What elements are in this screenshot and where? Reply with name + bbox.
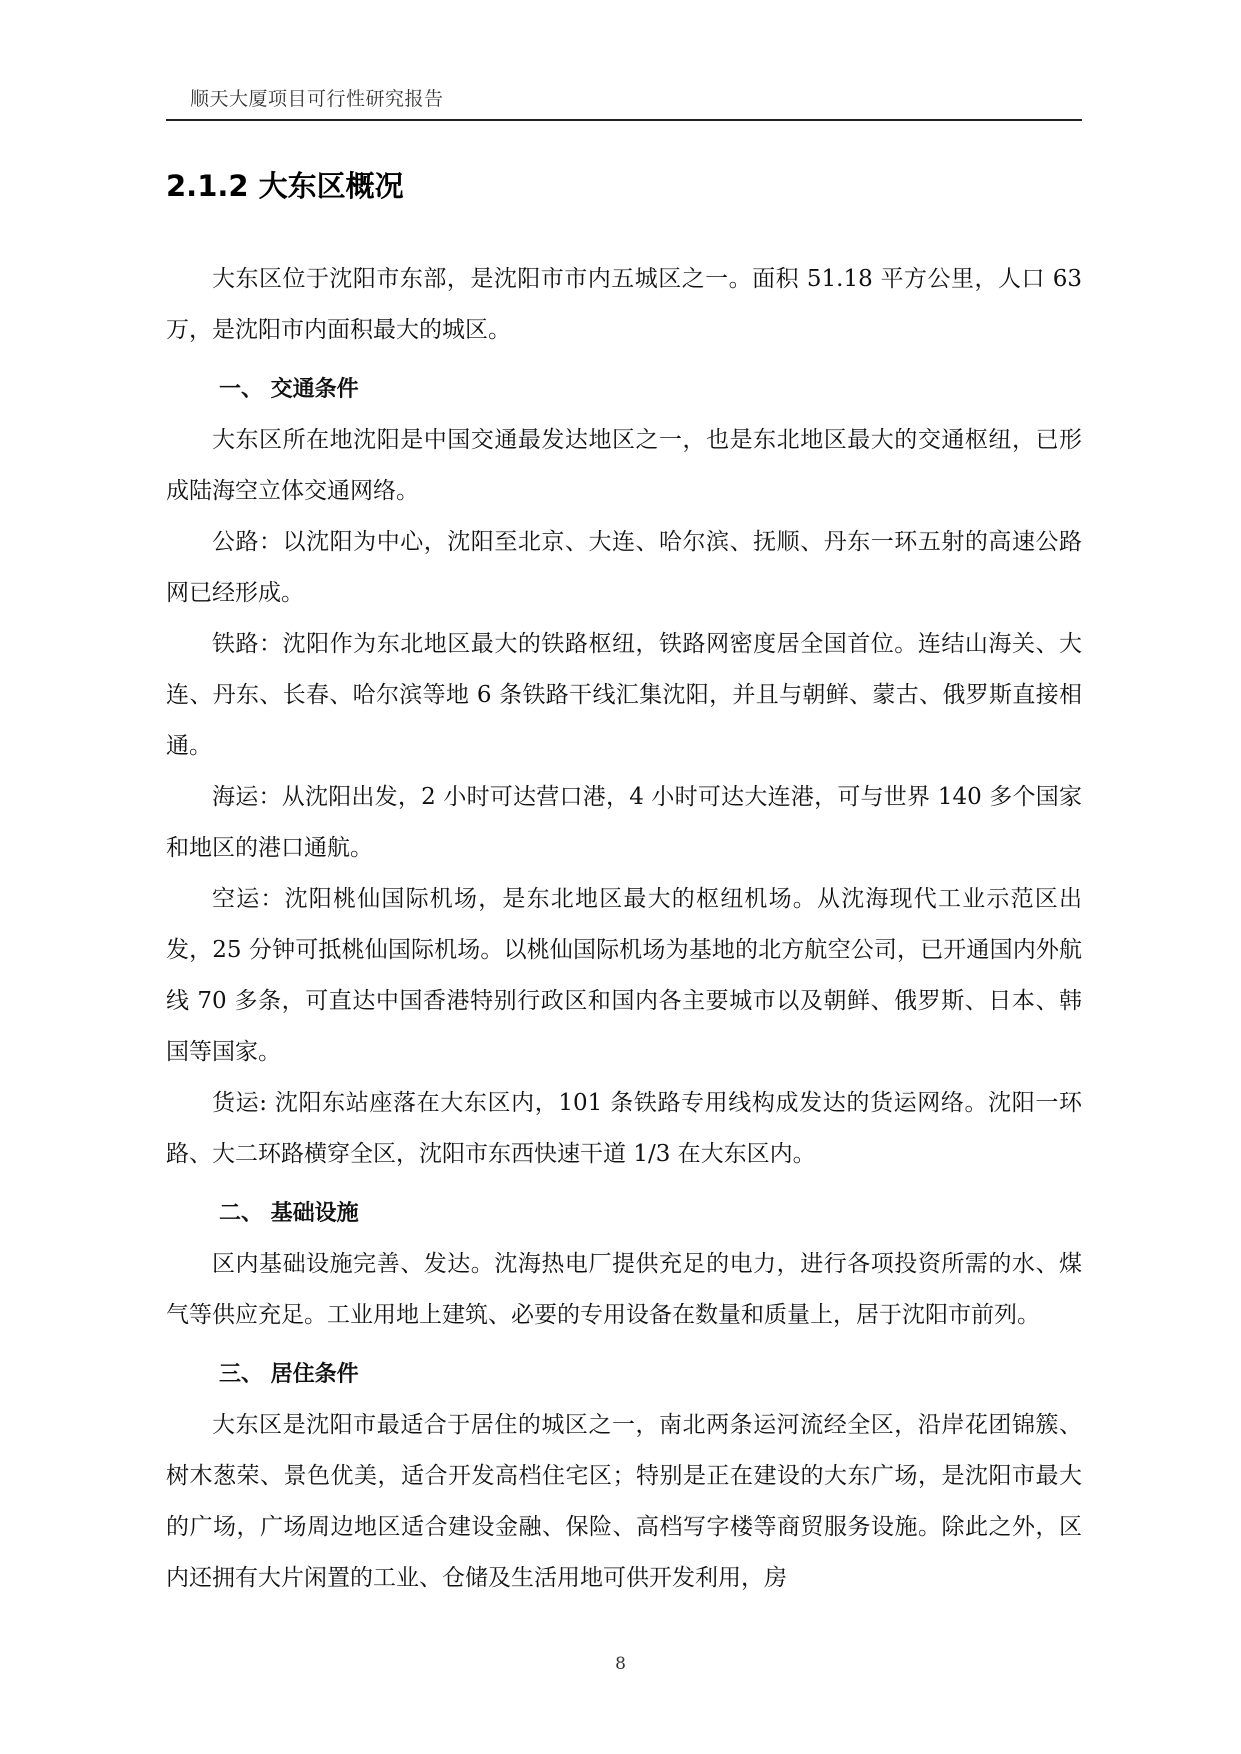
section-title: 2.1.2 大东区概况 bbox=[166, 169, 404, 203]
heading-infrastructure: 二、 基础设施 bbox=[219, 1201, 359, 1226]
heading-living: 三、 居住条件 bbox=[219, 1362, 359, 1387]
transport-paragraph-road: 公路：以沈阳为中心，沈阳至北京、大连、哈尔滨、抚顺、丹东一环五射的高速公路网已经形成。 bbox=[166, 529, 1082, 606]
transport-paragraph-rail: 铁路：沈阳作为东北地区最大的铁路枢纽，铁路网密度居全国首位。连结山海关、大连、丹东、长春、哈尔滨等地 6 条铁路干线汇集沈阳，并且与朝鲜、蒙古、俄罗斯直接相通。 bbox=[166, 631, 1082, 759]
header-rule bbox=[166, 119, 1082, 121]
transport-paragraph: 大东区所在地沈阳是中国交通最发达地区之一，也是东北地区最大的交通枢纽，已形成陆海空立体交通网络。 bbox=[166, 427, 1082, 504]
transport-paragraph-air: 空运：沈阳桃仙国际机场，是东北地区最大的枢纽机场。从沈海现代工业示范区出发，25 分钟可抵桃仙国际机场。以桃仙国际机场为基地的北方航空公司，已开通国内外航线 70 多条，可直达中国香港特别行政区和国内各主要城市以及朝鲜、俄罗斯、日本、韩国等国家。 bbox=[166, 886, 1082, 1065]
page-number: 8 bbox=[615, 1654, 626, 1674]
infrastructure-paragraph: 区内基础设施完善、发达。沈海热电厂提供充足的电力，进行各项投资所需的水、煤气等供应充足。工业用地上建筑、必要的专用设备在数量和质量上，居于沈阳市前列。 bbox=[166, 1251, 1082, 1328]
document-body bbox=[166, 254, 1082, 1604]
transport-paragraph-sea: 海运：从沈阳出发，2 小时可达营口港，4 小时可达大连港，可与世界 140 多个国家和地区的港口通航。 bbox=[166, 784, 1082, 861]
running-header: 顺天大厦项目可行性研究报告 bbox=[190, 88, 444, 110]
living-paragraph: 大东区是沈阳市最适合于居住的城区之一，南北两条运河流经全区，沿岸花团锦簇、树木葱荣、景色优美，适合开发高档住宅区；特别是正在建设的大东广场，是沈阳市最大的广场，广场周边地区适合建设金融、保险、高档写字楼等商贸服务设施。除此之外，区内还拥有大片闲置的工业、仓储及生活用地可供开发利用，房 bbox=[166, 1412, 1082, 1591]
transport-paragraph-freight: 货运: 沈阳东站座落在大东区内，101 条铁路专用线构成发达的货运网络。沈阳一环路、大二环路横穿全区，沈阳市东西快速干道 1/3 在大东区内。 bbox=[166, 1090, 1082, 1167]
heading-transport: 一、 交通条件 bbox=[219, 377, 359, 402]
intro-paragraph: 大东区位于沈阳市东部，是沈阳市市内五城区之一。面积 51.18 平方公里，人口 63 万，是沈阳市内面积最大的城区。 bbox=[166, 266, 1082, 343]
